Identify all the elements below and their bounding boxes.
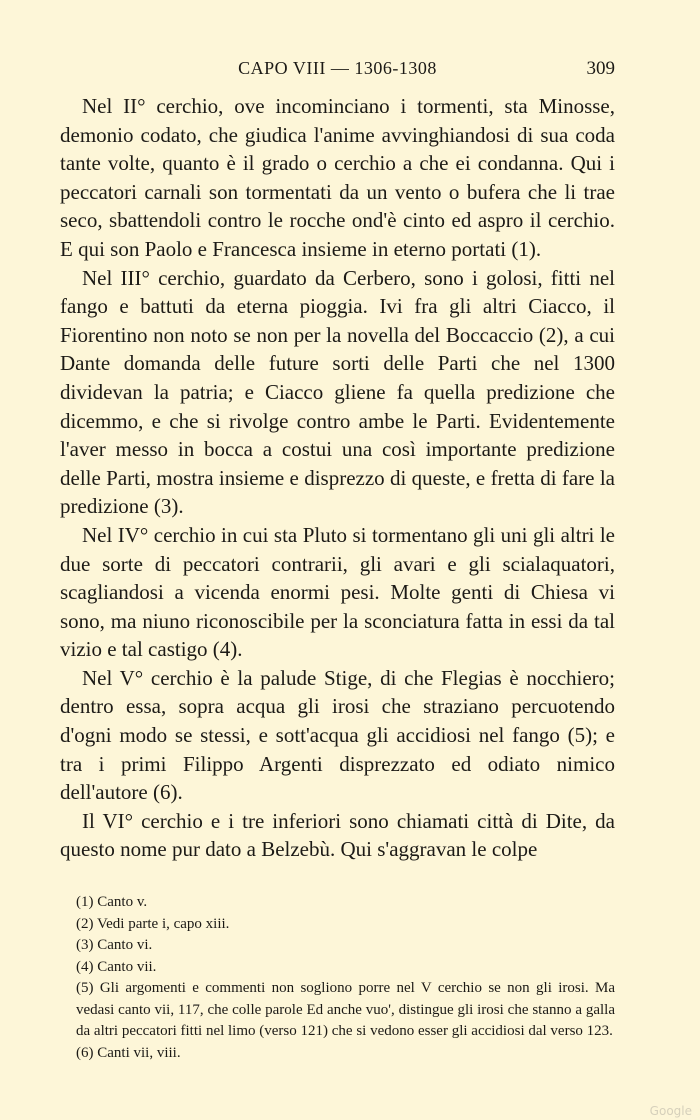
chapter-heading: CAPO VIII — 1306-1308 — [238, 58, 437, 78]
page-number: 309 — [586, 58, 615, 79]
paragraph: Nel V° cerchio è la palude Stige, di che Flegias è nocchiero; dentro essa, sopra acqua gli irosi che straziano percuotendo d'ogni modo se stessi, e sott'acqua gli accidiosi nel fango (5); e tra i primi Filippo Argenti disprezzato ed odiato nimico dell'autore (6). — [60, 665, 615, 805]
running-head — [60, 58, 615, 92]
paragraph: Nel III° cerchio, guardato da Cerbero, sono i golosi, fitti nel fango e battuti da eterna pioggia. Ivi fra gli altri Ciacco, il Fiorentino non noto se non per la novella del Boccaccio (2), a cui Dante domanda delle future sorti delle Parti che nel 1300 dividevan la patria; e Ciacco gliene fa quella predizione che dicemmo, e che si rivolge contro ambe le Parti. Evidentemente l'aver messo in bocca a costui una così importante predizione delle Parti, mostra insieme e disprezzo di queste, e fretta di fare la predizione (3). — [60, 265, 615, 519]
digitizer-watermark: Google — [649, 1104, 692, 1118]
book-page — [60, 58, 615, 1064]
body-text — [60, 92, 615, 864]
footnote: (6) Canti vii, viii. — [76, 1044, 181, 1061]
footnote: (1) Canto v. — [76, 894, 148, 911]
footnote: (3) Canto vi. — [76, 937, 153, 954]
footnote: (5) Gli argomenti e commenti non sogliono porre nel V cerchio se non gli irosi. Ma vedasi canto vii, 117, che colle parole Ed anche vuo', distingue gli irosi che stanno a galla da altri peccatori fitti nel limo (verso 121) che si vedono esser gli accidiosi dal verso 123. — [76, 980, 615, 1040]
footnote: (4) Canto vii. — [76, 958, 157, 975]
paragraph: Nel II° cerchio, ove incominciano i tormenti, sta Minosse, demonio codato, che giudica l'anime avvinghiandosi di sua coda tante volte, quanto è il grado o cerchio a che ei condanna. Qui i peccatori carnali son tormentati da un vento o bufera che li trae seco, sbattendoli contro le rocche ond'è cinto ed aspro il cerchio. E qui son Paolo e Francesca insieme in eterno portati (1). — [60, 94, 615, 261]
footnote-separator — [60, 864, 615, 892]
paragraph: Nel IV° cerchio in cui sta Pluto si tormentano gli uni gli altri le due sorte di peccatori contrarii, gli avari e gli scialaquatori, scagliandosi a vicenda enormi pesi. Molte genti di Chiesa vi sono, ma niuno riconoscibile per la sconciatura fatta in essi da tal vizio e tal castigo (4). — [60, 522, 615, 662]
paragraph: Il VI° cerchio e i tre inferiori sono chiamati città di Dite, da questo nome pur dato a Belzebù. Qui s'aggravan le colpe — [60, 808, 615, 862]
footnote: (2) Vedi parte i, capo xiii. — [76, 915, 230, 932]
footnotes — [60, 892, 615, 1064]
